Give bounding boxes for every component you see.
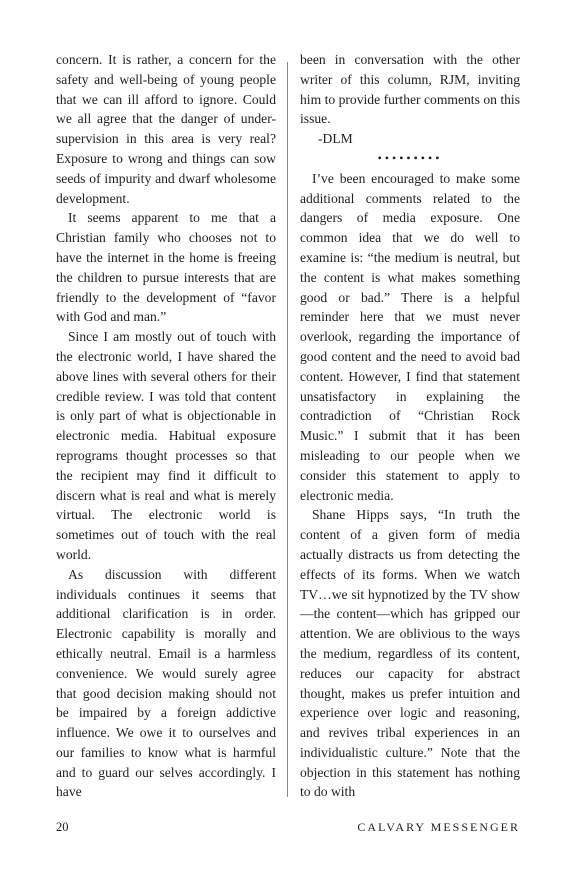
page-number: 20 [56, 820, 69, 834]
paragraph: It seems apparent to me that a Christian family who chooses not to have the internet in the home is freeing the children to pursue interests that are friendly to the development of “favor with God and man.” [56, 210, 276, 325]
paragraph: been in conversation with the other writer of this column, RJM, inviting him to provide further comments on this issue. [300, 52, 520, 127]
paragraph: concern. It is rather, a concern for the safety and well-being of young people that we can ill afford to ignore. Could we all agree that the danger of under-supervision in this area is very real? Exposure to wrong and things can sow seeds of impurity and dwarf wholesome development. [56, 52, 276, 206]
author-signature: -DLM [318, 131, 353, 147]
paragraph: As discussion with different individuals continues it seems that additional clarification is in order. Electronic capability is morally and ethically neutral. Email is a harmless convenience. We would surely agree that good decision making should not be impaired by a foreign addictive influence. We owe it to ourselves and our families to know what is harmful and to guard our selves accordingly. I have [56, 566, 276, 800]
running-head: CALVARY MESSENGER [357, 820, 520, 834]
column-divider [287, 62, 288, 797]
paragraph: I’ve been encouraged to make some additional comments related to the dangers of media exposure. One common idea that we do well to examine is: “the medium is neutral, but the content is what makes something good or bad.” There is a helpful reminder here that we must never overlook, regarding the importance of good content and the need to avoid bad content. However, I find that statement unsatisfactory in explaining the contradiction of “Christian Rock Music.” I submit that it has been misleading to our people when we consider this statement to apply to electronic media. [300, 170, 520, 503]
left-column [56, 50, 276, 802]
section-separator: ••••••••• [377, 150, 443, 165]
right-column [300, 50, 520, 802]
paragraph: Shane Hipps says, “In truth the content of a given form of media actually distracts us from detecting the effects of its forms. When we watch TV…we sit hypnotized by the TV show—the content—which has gripped our attention. We are oblivious to the ways the medium, regardless of its content, reduces our capacity for abstract thought, makes us prefer intuition and experience over logic and reasoning, and revives tribal experiences in an individualistic culture.” Note that the objection in this statement has nothing to do with [300, 507, 520, 800]
paragraph: Since I am mostly out of touch with the electronic world, I have shared the above lines with several others for their credible review. I was told that content is only part of what is objectionable in electronic media. Habitual exposure reprograms thought processes so that the recipient may find it difficult to discern what is real and what is merely virtual. The electronic world is sometimes out of touch with the real world. [56, 329, 276, 562]
